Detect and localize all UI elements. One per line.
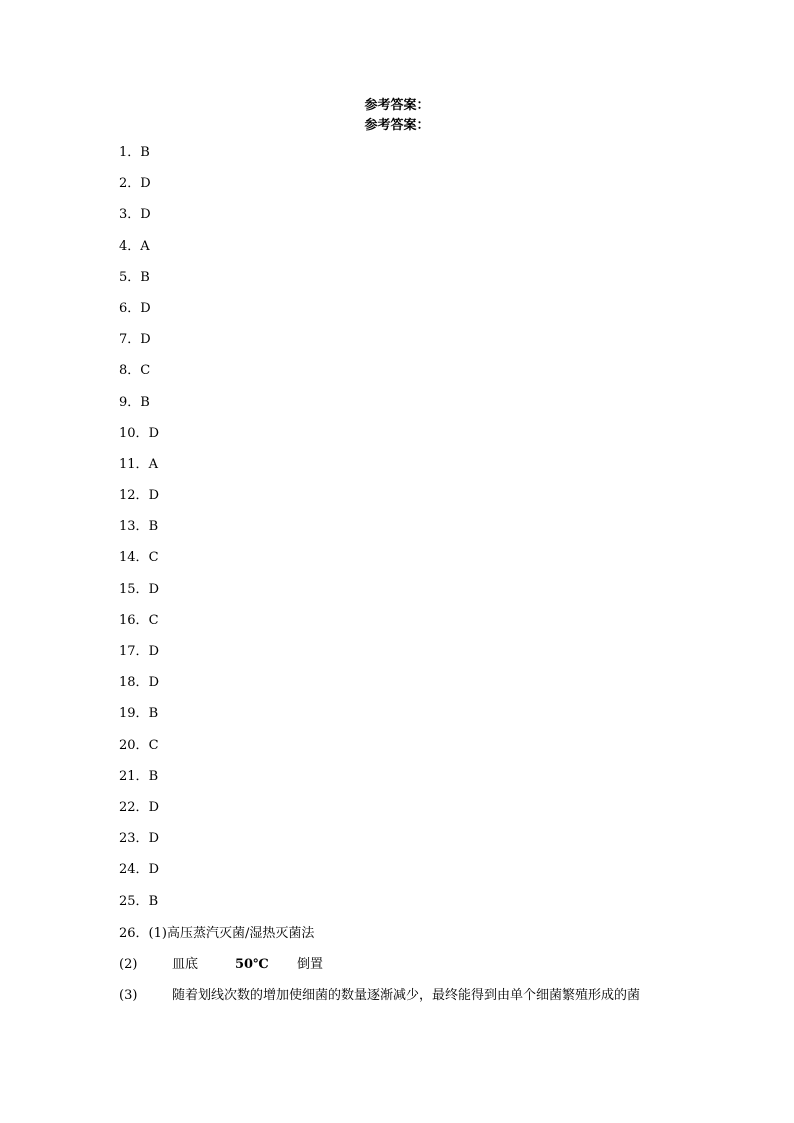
answer-separator: ． [135,456,149,472]
answer-number: 6 [119,300,128,316]
answer-letter: B [148,893,159,909]
answer-item [119,332,159,363]
answer-separator: ． [135,831,149,847]
answer-letter: D [148,675,159,691]
answer-item [119,800,159,831]
answer-key-heading-repeat: 参考答案： [364,118,430,133]
answer-separator: ． [135,425,149,441]
answer-separator: ． [127,238,141,254]
answer-number: 4 [119,238,128,254]
answer-item [119,862,159,893]
answer-letter: B [140,269,150,285]
answer-item [119,239,159,270]
answer-letter: D [148,799,159,815]
answer-separator: ． [135,488,149,504]
answer-number: 22 [119,799,136,815]
answer-letter: D [148,644,159,659]
part-2-label: (2) [119,957,138,972]
answer-item [119,894,159,925]
answer-number: 16 [119,612,136,628]
answer-separator: ． [135,768,149,784]
answer-item [119,457,159,488]
answer-number: 8 [119,363,128,379]
answer-item [119,176,159,207]
answer-letter: B [148,519,159,535]
answer-item [119,395,159,426]
answer-letter: C [148,550,159,566]
answer-item [119,426,159,457]
answer-number: 9 [119,394,128,410]
question-26-part-1-answer: (1)高压蒸汽灭菌/湿热灭菌法 [148,926,315,941]
answer-number: 19 [119,706,136,722]
answer-letter: D [148,425,159,441]
answer-item [119,644,159,675]
question-26-number: 26． [119,926,149,941]
answer-item [119,738,159,769]
answer-item [119,207,159,238]
answer-item [119,582,159,613]
answer-number: 24 [119,862,136,878]
answer-item [119,613,159,644]
answer-separator: ． [127,207,141,223]
answer-number: 14 [119,550,136,566]
answer-separator: ． [135,706,149,722]
answer-separator: ． [127,269,141,285]
answer-separator: ． [135,581,149,597]
answer-letter: D [140,300,151,316]
answer-item [119,831,159,862]
answer-separator: ． [127,332,141,348]
part-2-answer-3: 倒置 [297,957,324,972]
answer-number: 21 [119,768,136,784]
answer-number: 2 [119,176,128,192]
answer-letter: B [148,706,159,722]
part-2-answer-2: 50℃ [235,957,269,972]
answer-letter: D [148,488,159,504]
answer-separator: ． [135,675,149,691]
answer-letter: B [140,145,150,160]
answer-number: 17 [119,644,136,659]
answer-separator: ． [127,300,141,316]
answer-separator: ． [135,612,149,628]
answer-item [119,145,159,176]
answer-separator: ． [127,394,141,410]
answer-separator: ． [135,893,149,909]
answer-number: 20 [119,737,136,753]
answer-number: 3 [119,207,128,223]
answer-letter: D [148,862,159,878]
answer-number: 15 [119,581,136,597]
question-26-part-3 [119,988,640,1004]
answer-item [119,675,159,706]
answer-letter: A [148,456,158,472]
answer-number: 23 [119,831,136,847]
answer-number: 12 [119,488,136,504]
answer-letter: A [140,238,150,254]
answer-number: 13 [119,519,136,535]
question-26-part-2 [119,957,323,973]
answer-item [119,519,159,550]
part-2-answer-1: 皿底 [172,957,199,972]
answer-separator: ． [135,550,149,566]
answer-item [119,270,159,301]
answer-letter: B [148,768,159,784]
answer-separator: ． [127,145,141,160]
answer-separator: ． [135,799,149,815]
answer-key-heading: 参考答案： [364,98,430,113]
answer-number: 7 [119,332,128,348]
answer-letter: D [140,207,151,223]
answer-letter: C [148,612,159,628]
answer-separator: ． [135,862,149,878]
answer-letter: D [148,831,159,847]
answer-separator: ． [127,176,141,192]
answer-number: 18 [119,675,136,691]
answer-item [119,550,159,581]
answer-letter: D [140,332,151,348]
answer-separator: ． [135,737,149,753]
answer-number: 10 [119,425,136,441]
answer-separator: ． [127,363,141,379]
part-3-answer: 随着划线次数的增加使细菌的数量逐渐减少，最终能得到由单个细菌繁殖形成的菌 [172,988,641,1003]
answer-item [119,706,159,737]
answer-number: 1 [119,145,128,160]
answer-number: 25 [119,893,136,909]
answer-item [119,301,159,332]
answer-list [119,145,159,925]
part-3-label: (3) [119,988,138,1003]
answer-number: 5 [119,269,128,285]
answer-item [119,363,159,394]
answer-number: 11 [119,456,136,472]
answer-letter: D [148,581,159,597]
answer-letter: D [140,176,151,192]
answer-item [119,488,159,519]
question-26-part-1 [119,926,314,942]
answer-separator: ． [135,644,149,659]
answer-item [119,769,159,800]
answer-separator: ． [135,519,149,535]
answer-letter: B [140,394,150,410]
answer-letter: C [140,363,151,379]
answer-letter: C [148,737,159,753]
